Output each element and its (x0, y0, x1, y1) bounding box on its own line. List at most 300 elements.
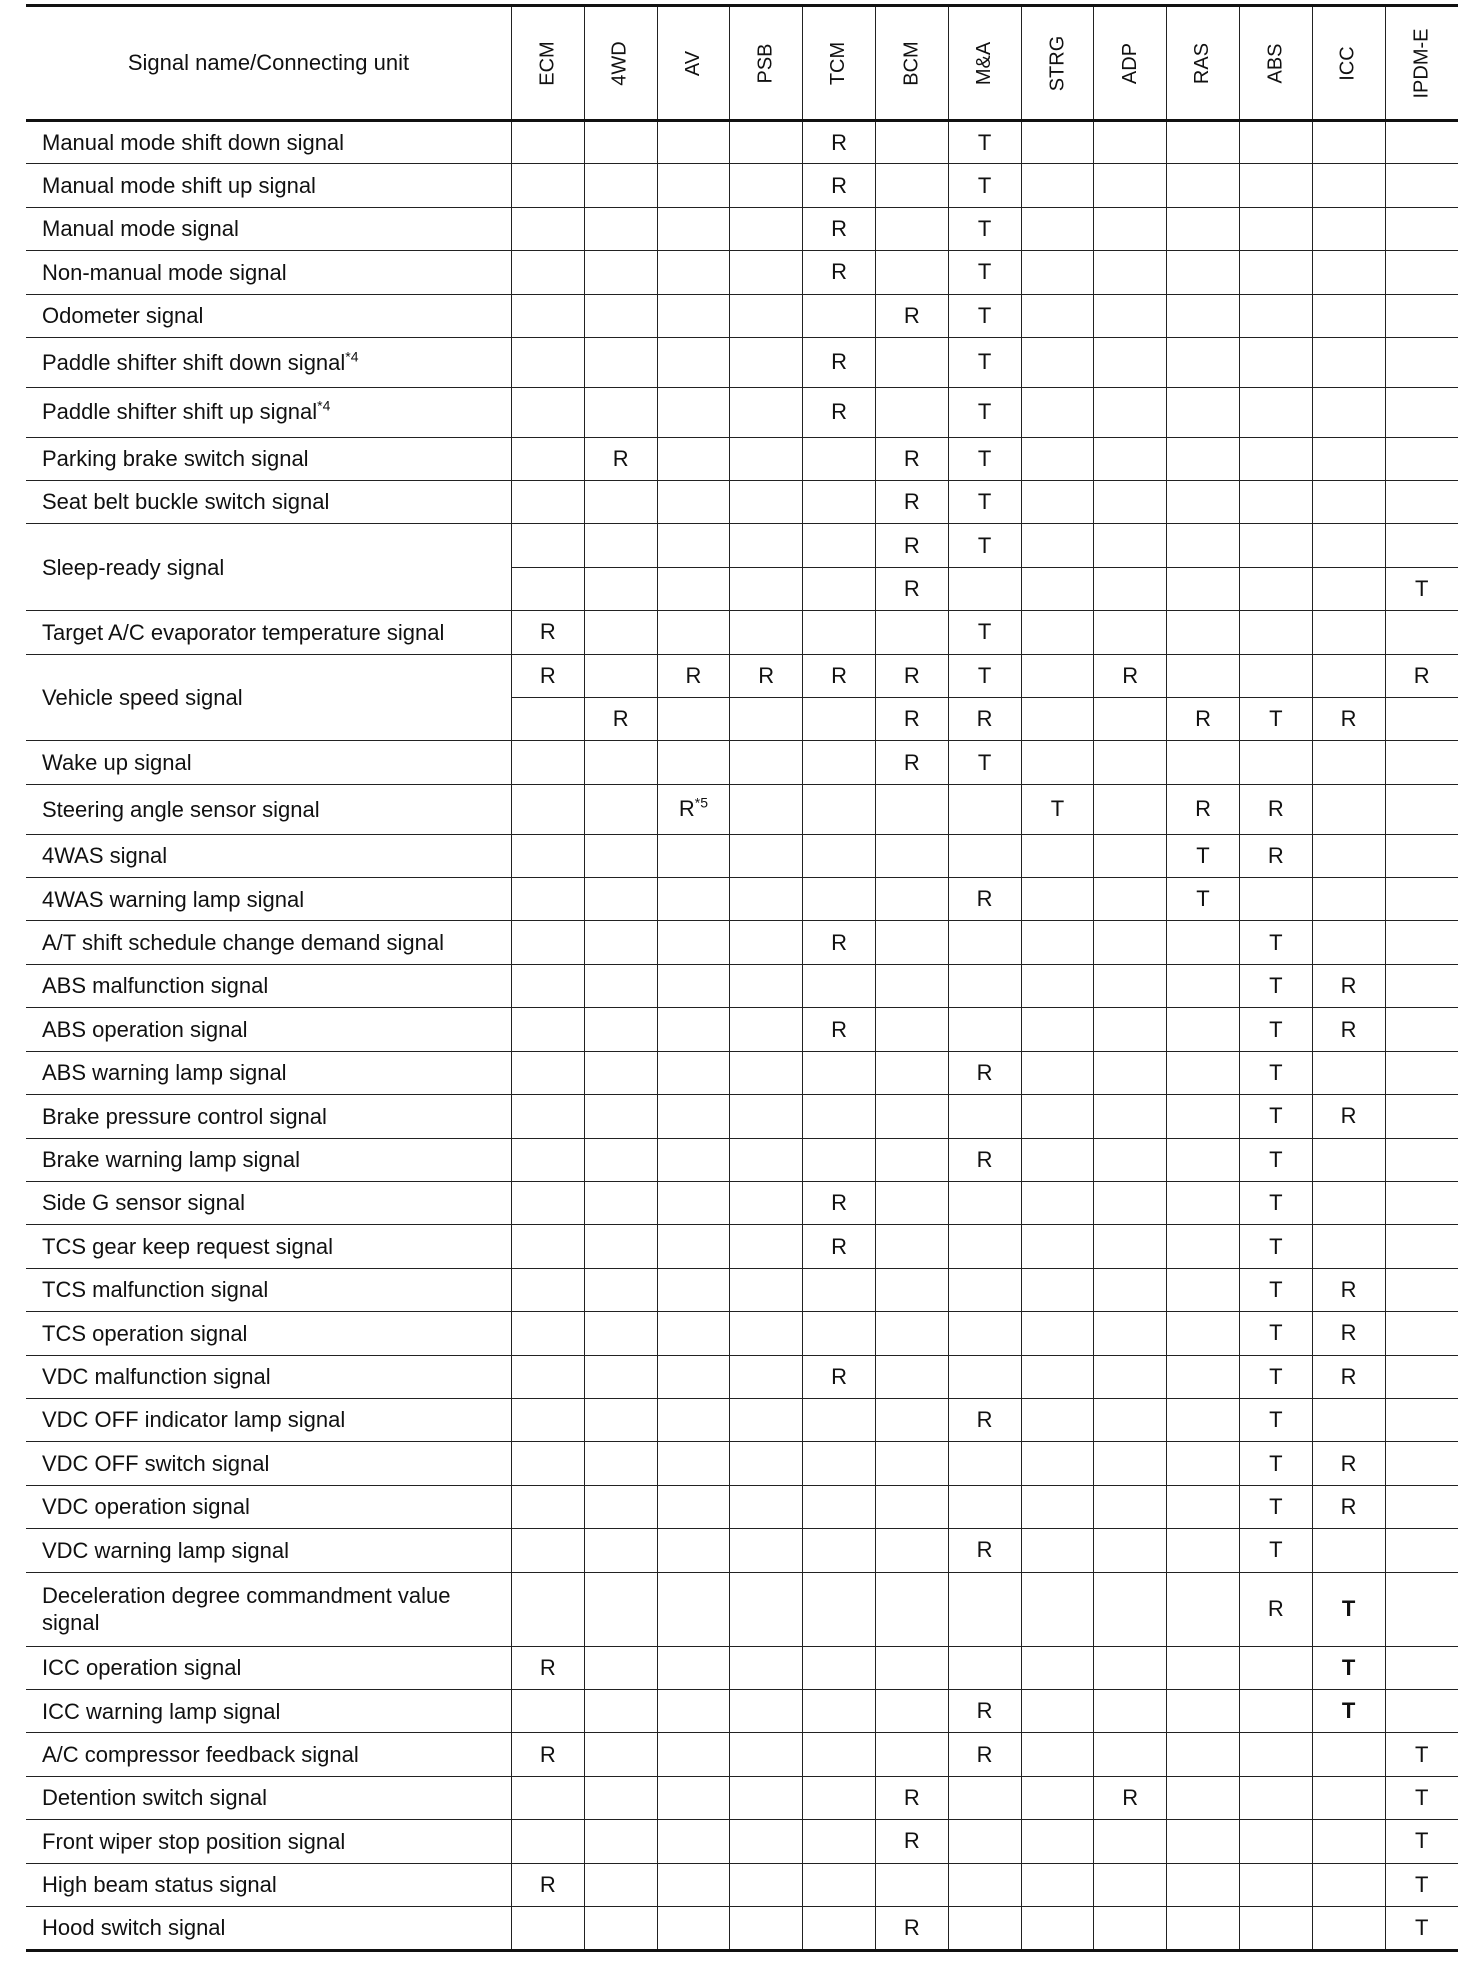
signal-role-cell (657, 1181, 730, 1224)
signal-role-cell (948, 1268, 1021, 1311)
signal-role-cell (1021, 251, 1094, 294)
signal-role-cell (1094, 1355, 1167, 1398)
signal-role-cell (1385, 964, 1458, 1007)
signal-role-cell: T (1239, 698, 1312, 741)
footnote-marker: *4 (317, 398, 331, 415)
signal-role-cell (1239, 251, 1312, 294)
signal-name-column-header: Signal name/Connecting unit (26, 6, 511, 121)
signal-role-cell (948, 1355, 1021, 1398)
signal-role-cell (1094, 1051, 1167, 1094)
signal-role-cell (1167, 1690, 1240, 1733)
signal-role-cell: T (1239, 1095, 1312, 1138)
signal-role-cell: R (948, 1529, 1021, 1572)
signal-role-cell (657, 834, 730, 877)
signal-role-cell (511, 524, 584, 567)
signal-role-cell: T (1239, 1355, 1312, 1398)
signal-role-cell (584, 251, 657, 294)
signal-role-cell (730, 1225, 803, 1268)
table-row (26, 251, 1458, 294)
signal-name-cell (26, 1863, 511, 1906)
signal-role-cell (1021, 964, 1094, 1007)
signal-role-cell: T (1239, 1008, 1312, 1051)
signal-role-cell (803, 964, 876, 1007)
signal-name: Manual mode shift up signal (42, 172, 316, 198)
signal-role-cell (730, 1138, 803, 1181)
signal-role-cell (1167, 1225, 1240, 1268)
signal-role-cell (803, 741, 876, 784)
signal-role-cell (1021, 294, 1094, 337)
signal-role-cell (1239, 121, 1312, 164)
signal-role-cell (730, 1051, 803, 1094)
signal-role-cell (948, 1312, 1021, 1355)
signal-role-cell (875, 921, 948, 964)
unit-column-header (1385, 6, 1458, 121)
signal-role-cell (1167, 1095, 1240, 1138)
signal-role-cell (584, 1225, 657, 1268)
signal-name-cell (26, 1138, 511, 1181)
signal-role-cell (657, 251, 730, 294)
signal-role-cell: T (948, 387, 1021, 437)
signal-name-cell (26, 1225, 511, 1268)
signal-name: VDC malfunction signal (42, 1364, 271, 1389)
signal-role-cell (657, 878, 730, 921)
signal-role-cell (584, 1733, 657, 1776)
signal-role-cell: R (803, 1181, 876, 1224)
signal-role-cell (1094, 1442, 1167, 1485)
signal-role-cell: R (875, 1776, 948, 1819)
signal-role-cell (657, 567, 730, 610)
signal-role-cell (657, 741, 730, 784)
signal-role-cell (511, 164, 584, 207)
signal-role-cell (803, 1268, 876, 1311)
signal-role-cell: R (803, 1008, 876, 1051)
unit-column-header (1167, 6, 1240, 121)
signal-name: Parking brake switch signal (42, 446, 309, 472)
signal-role-cell (1021, 1646, 1094, 1689)
signal-role-cell: T (1239, 964, 1312, 1007)
signal-role-cell (1167, 1268, 1240, 1311)
signal-role-cell (657, 437, 730, 480)
signal-role-cell (1385, 1051, 1458, 1094)
signal-role-cell (948, 784, 1021, 834)
signal-name: Deceleration degree commandment value signal (42, 1582, 451, 1636)
signal-role-cell (875, 964, 948, 1007)
signal-role-cell: R (1312, 1312, 1385, 1355)
signal-role-cell (1021, 207, 1094, 250)
signal-role-cell (875, 878, 948, 921)
signal-role-cell (1094, 338, 1167, 388)
signal-name: ABS warning lamp signal (42, 1060, 287, 1086)
signal-role-cell (1021, 1181, 1094, 1224)
signal-role-cell (803, 1485, 876, 1528)
signal-role-cell (803, 437, 876, 480)
signal-role-cell (1167, 1398, 1240, 1441)
signal-role-cell (511, 387, 584, 437)
signal-role-cell (1385, 1225, 1458, 1268)
signal-role-cell (875, 1485, 948, 1528)
signal-name-cell (26, 1529, 511, 1572)
signal-role-cell (1167, 611, 1240, 654)
signal-name-cell (26, 654, 511, 741)
signal-role-cell (511, 567, 584, 610)
signal-role-cell (948, 1181, 1021, 1224)
table-row (26, 387, 1458, 437)
signal-role-cell (584, 784, 657, 834)
signal-role-cell (1094, 121, 1167, 164)
signal-role-cell (511, 1008, 584, 1051)
signal-role-cell (1239, 207, 1312, 250)
signal-role-cell (1312, 164, 1385, 207)
signal-role-cell (584, 164, 657, 207)
unit-column-label: IPDM-E (1410, 28, 1433, 98)
table-row (26, 1442, 1458, 1485)
signal-role-cell (1167, 437, 1240, 480)
signal-role-cell: T (948, 654, 1021, 697)
signal-name: TCS gear keep request signal (42, 1233, 334, 1259)
signal-role-cell (1167, 1776, 1240, 1819)
signal-name: VDC OFF indicator lamp signal (42, 1407, 346, 1433)
signal-role-cell (1385, 1529, 1458, 1572)
signal-role-cell (1167, 964, 1240, 1007)
signal-role-cell (657, 1572, 730, 1646)
signal-role-cell (730, 207, 803, 250)
signal-role-cell: R (875, 437, 948, 480)
signal-role-cell (657, 1776, 730, 1819)
table-row (26, 1572, 1458, 1646)
signal-name-cell (26, 164, 511, 207)
signal-role-cell (1312, 1051, 1385, 1094)
signal-role-cell (1312, 1733, 1385, 1776)
signal-role-cell (875, 387, 948, 437)
signal-role-cell (948, 1095, 1021, 1138)
signal-role-cell (1239, 654, 1312, 697)
signal-name: Paddle shifter shift down signal (42, 349, 346, 375)
signal-role-cell (875, 1225, 948, 1268)
signal-role-cell (657, 294, 730, 337)
signal-role-cell (657, 1907, 730, 1951)
signal-role-cell (1094, 481, 1167, 524)
signal-role-cell (657, 1225, 730, 1268)
signal-name: A/T shift schedule change demand signal (42, 929, 444, 955)
signal-role-cell (1385, 1312, 1458, 1355)
signal-role-cell (511, 741, 584, 784)
signal-role-cell: T (1239, 1529, 1312, 1572)
table-row (26, 294, 1458, 337)
signal-role-cell: R (1385, 654, 1458, 697)
signal-role-cell (511, 121, 584, 164)
signal-role-cell (511, 1225, 584, 1268)
signal-role-cell (730, 338, 803, 388)
signal-role-cell (1094, 698, 1167, 741)
signal-role-cell (584, 1690, 657, 1733)
unit-column-header (584, 6, 657, 121)
signal-role-cell (657, 1355, 730, 1398)
signal-role-cell (1312, 121, 1385, 164)
signal-role-cell: R (1167, 698, 1240, 741)
unit-column-header (1094, 6, 1167, 121)
table-row (26, 207, 1458, 250)
signal-role-cell (1385, 698, 1458, 741)
signal-role-cell (1094, 921, 1167, 964)
signal-role-cell (730, 164, 803, 207)
signal-role-cell (1385, 251, 1458, 294)
signal-role-cell (803, 1820, 876, 1863)
signal-name: TCS malfunction signal (42, 1277, 269, 1303)
signal-role-cell: R (584, 698, 657, 741)
signal-role-cell (803, 567, 876, 610)
signal-role-cell (1239, 387, 1312, 437)
signal-role-cell: R (1239, 1572, 1312, 1646)
signal-role-cell (1021, 1485, 1094, 1528)
unit-column-label: AV (681, 50, 704, 76)
signal-name-cell (26, 437, 511, 480)
signal-role-cell (1167, 481, 1240, 524)
signal-role-cell (511, 338, 584, 388)
signal-role-cell (1021, 921, 1094, 964)
signal-role-cell (584, 1646, 657, 1689)
signal-role-cell (584, 1181, 657, 1224)
signal-role-cell (657, 1690, 730, 1733)
table-row (26, 1095, 1458, 1138)
signal-name: Steering angle sensor signal (42, 796, 320, 822)
table-row (26, 1690, 1458, 1733)
signal-role-cell (1021, 481, 1094, 524)
signal-role-cell (730, 878, 803, 921)
signal-role-cell (803, 524, 876, 567)
signal-role-cell (730, 921, 803, 964)
signal-role-cell (1021, 121, 1094, 164)
signal-role-cell (1385, 164, 1458, 207)
signal-role-cell (584, 387, 657, 437)
unit-column-label: STRG (1045, 35, 1068, 91)
signal-name: A/C compressor feedback signal (42, 1741, 359, 1767)
signal-role-cell (1094, 1820, 1167, 1863)
signal-role-cell (1021, 1820, 1094, 1863)
signal-role-cell (1312, 207, 1385, 250)
signal-role-cell (584, 121, 657, 164)
signal-role-cell: R (1094, 654, 1167, 697)
signal-role-cell (1167, 387, 1240, 437)
signal-name: Target A/C evaporator temperature signal (42, 619, 445, 645)
signal-role-cell (1094, 1529, 1167, 1572)
signal-name-cell (26, 1355, 511, 1398)
signal-role-cell (511, 1776, 584, 1819)
signal-role-cell (1239, 1733, 1312, 1776)
signal-role-cell (584, 921, 657, 964)
signal-role-cell (803, 1690, 876, 1733)
signal-role-cell (1021, 387, 1094, 437)
signal-role-cell: T (948, 164, 1021, 207)
signal-role-cell (1094, 1485, 1167, 1528)
signal-role-cell (584, 1138, 657, 1181)
signal-role-cell (1239, 437, 1312, 480)
signal-name: 4WAS warning lamp signal (42, 886, 305, 912)
signal-role-cell (1167, 338, 1240, 388)
signal-role-cell: T (1239, 1138, 1312, 1181)
table-row (26, 921, 1458, 964)
signal-role-cell (1385, 1398, 1458, 1441)
table-row (26, 1181, 1458, 1224)
signal-role-cell: $R^{*5}$ (657, 784, 730, 834)
table-row (26, 1268, 1458, 1311)
signal-role-cell (803, 481, 876, 524)
signal-role-cell (1021, 164, 1094, 207)
signal-role-cell (948, 1008, 1021, 1051)
signal-role-cell (1094, 1225, 1167, 1268)
signal-role-cell: R (1239, 784, 1312, 834)
signal-role-cell: T (1385, 1776, 1458, 1819)
signal-role-cell: T (1312, 1690, 1385, 1733)
signal-role-cell (657, 1268, 730, 1311)
signal-name: Hood switch signal (42, 1915, 226, 1941)
signal-role-cell (1385, 1690, 1458, 1733)
signal-role-cell (730, 1690, 803, 1733)
signal-role-cell (1094, 834, 1167, 877)
signal-name: VDC operation signal (42, 1494, 250, 1520)
signal-role-cell: T (948, 741, 1021, 784)
table-row (26, 524, 1458, 567)
signal-role-cell (1167, 1355, 1240, 1398)
signal-role-cell (1312, 1776, 1385, 1819)
signal-role-cell (657, 387, 730, 437)
signal-role-cell (803, 698, 876, 741)
signal-role-cell (657, 921, 730, 964)
unit-column-header (1021, 6, 1094, 121)
signal-role-cell (1312, 1907, 1385, 1951)
table-row (26, 1820, 1458, 1863)
signal-role-cell (1239, 164, 1312, 207)
signal-role-cell: T (948, 437, 1021, 480)
signal-role-cell (730, 1355, 803, 1398)
signal-role-cell (803, 294, 876, 337)
signal-role-cell (875, 338, 948, 388)
signal-role-cell (1239, 741, 1312, 784)
signal-role-cell: T (1239, 1312, 1312, 1355)
signal-role-cell (657, 1138, 730, 1181)
signal-role-cell (1094, 1646, 1167, 1689)
signal-role-cell (948, 1907, 1021, 1951)
signal-role-cell (1167, 1572, 1240, 1646)
signal-role-cell: R (1312, 1268, 1385, 1311)
signal-role-cell (1239, 1690, 1312, 1733)
signal-role-cell (875, 1529, 948, 1572)
signal-name: ABS operation signal (42, 1016, 248, 1042)
signal-role-cell (657, 164, 730, 207)
unit-column-label: ECM (536, 40, 559, 86)
signal-role-cell (657, 611, 730, 654)
signal-role-cell (1021, 1690, 1094, 1733)
signal-role-cell (584, 1529, 657, 1572)
signal-name: VDC warning lamp signal (42, 1537, 289, 1563)
signal-role-cell (1021, 1572, 1094, 1646)
signal-role-cell (1385, 1138, 1458, 1181)
signal-role-cell: R (948, 1398, 1021, 1441)
signal-role-cell (1312, 294, 1385, 337)
signal-name: Sleep-ready signal (42, 554, 225, 580)
table-row (26, 1225, 1458, 1268)
signal-role-cell (1094, 567, 1167, 610)
table-row (26, 654, 1458, 697)
signal-role-cell (1312, 1398, 1385, 1441)
signal-name: Manual mode shift down signal (42, 129, 345, 155)
table-row (26, 1138, 1458, 1181)
table-row (26, 481, 1458, 524)
signal-role-cell: R (803, 251, 876, 294)
signal-role-cell (1094, 1268, 1167, 1311)
signal-name-cell (26, 1312, 511, 1355)
signal-role-cell (730, 1181, 803, 1224)
signal-role-cell (730, 1485, 803, 1528)
footnote-marker: *4 (345, 348, 359, 365)
signal-role-cell (584, 834, 657, 877)
signal-role-cell (511, 1355, 584, 1398)
signal-role-cell (948, 567, 1021, 610)
signal-role-cell (1021, 1398, 1094, 1441)
signal-role-cell (1021, 1442, 1094, 1485)
signal-role-cell (875, 611, 948, 654)
signal-role-cell (875, 207, 948, 250)
signal-role-cell: T (1385, 1863, 1458, 1906)
signal-role-cell (875, 784, 948, 834)
unit-column-header (875, 6, 948, 121)
signal-role-cell (803, 784, 876, 834)
signal-role-cell (584, 1442, 657, 1485)
signal-role-cell: R (875, 698, 948, 741)
signal-role-cell (948, 1442, 1021, 1485)
signal-role-cell: T (948, 121, 1021, 164)
signal-role-cell: T (948, 294, 1021, 337)
table-row (26, 121, 1458, 164)
signal-role-cell (730, 1863, 803, 1906)
signal-role-cell (875, 1398, 948, 1441)
signal-role-cell (511, 1268, 584, 1311)
table-row (26, 1863, 1458, 1906)
table-row (26, 1776, 1458, 1819)
signal-name: Front wiper stop position signal (42, 1828, 346, 1854)
signal-role-cell (803, 834, 876, 877)
signal-role-cell: R (511, 1733, 584, 1776)
signal-role-cell (1312, 1181, 1385, 1224)
unit-column-label: ABS (1264, 42, 1287, 84)
signal-role-cell (1385, 1646, 1458, 1689)
signal-role-cell: R (803, 338, 876, 388)
signal-role-cell (511, 1529, 584, 1572)
table-body (26, 121, 1458, 1951)
signal-role-cell: T (948, 338, 1021, 388)
signal-role-cell (1385, 1268, 1458, 1311)
signal-role-cell (584, 338, 657, 388)
signal-role-cell: T (1239, 1181, 1312, 1224)
table-row (26, 164, 1458, 207)
signal-role-cell (730, 698, 803, 741)
signal-role-cell (657, 1051, 730, 1094)
signal-role-cell: R (584, 437, 657, 480)
signal-name-cell (26, 338, 511, 388)
signal-role-cell: R (875, 481, 948, 524)
signal-role-cell (1385, 1355, 1458, 1398)
signal-role-cell (584, 1312, 657, 1355)
signal-role-cell (657, 1485, 730, 1528)
signal-role-cell (584, 1907, 657, 1951)
signal-role-cell (1312, 437, 1385, 480)
signal-name-cell (26, 1646, 511, 1689)
signal-name: Odometer signal (42, 303, 204, 329)
signal-role-cell (1094, 784, 1167, 834)
signal-name: Paddle shifter shift up signal (42, 399, 318, 425)
signal-role-cell (948, 1646, 1021, 1689)
signal-role-cell (1094, 1312, 1167, 1355)
signal-role-cell: T (1167, 878, 1240, 921)
